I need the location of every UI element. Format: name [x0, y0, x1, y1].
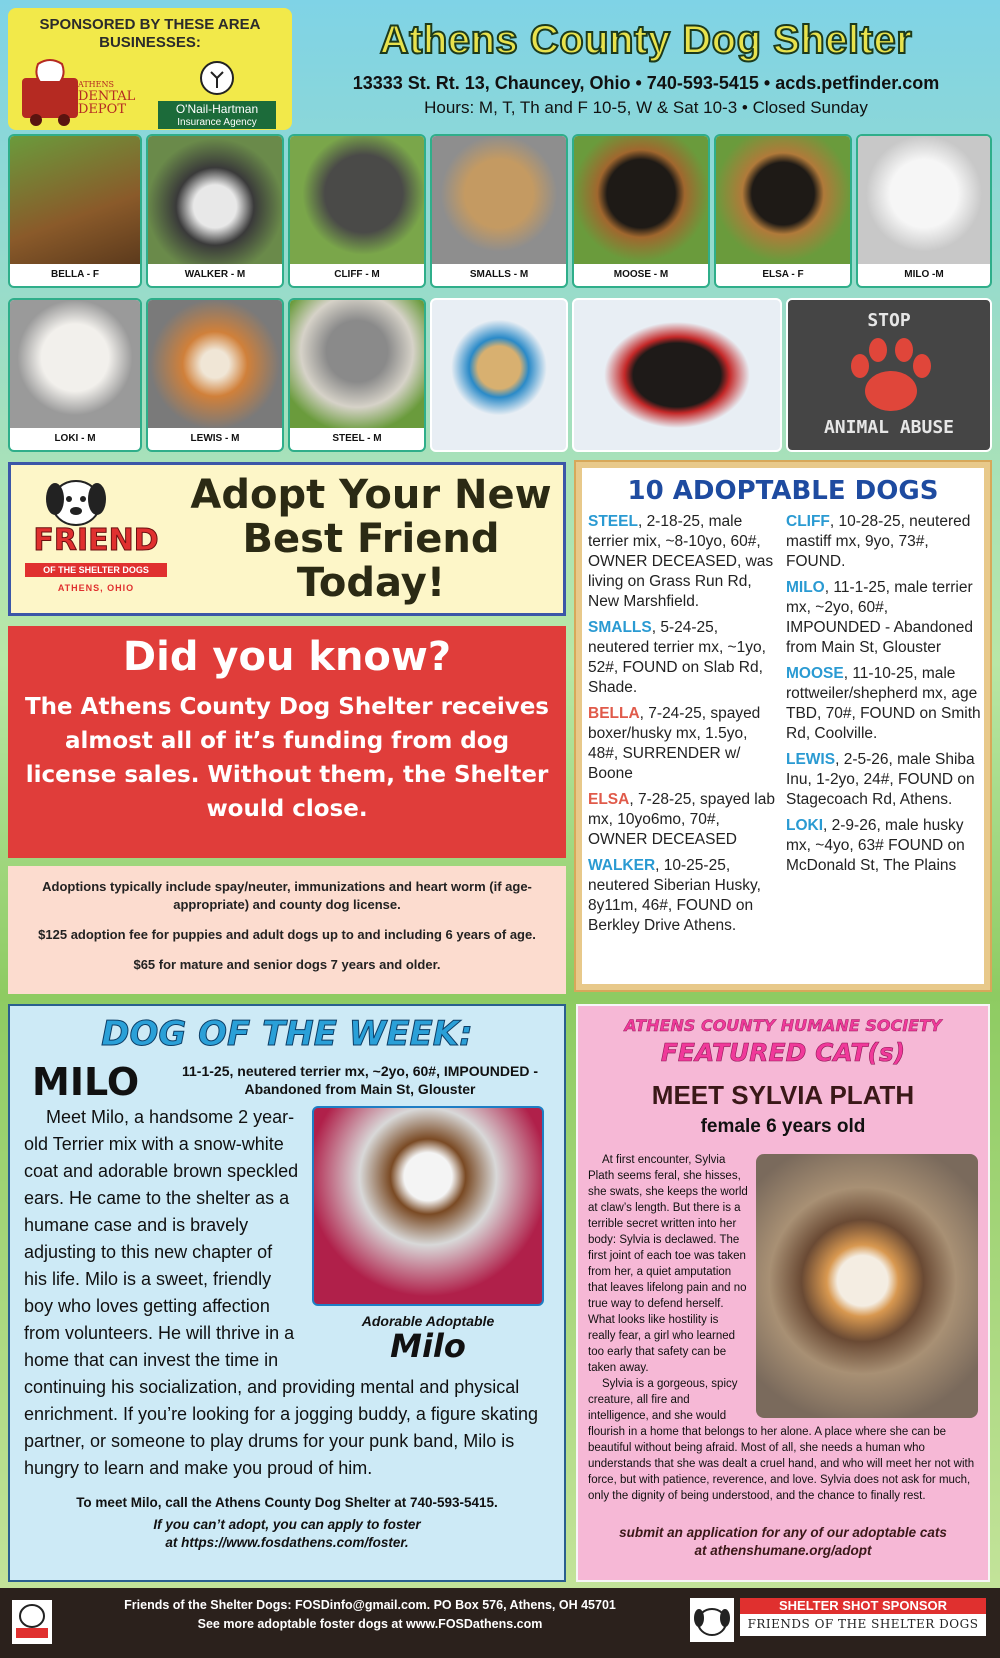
dog-cartoon-icon — [690, 1598, 734, 1642]
shelter-shot-sponsor — [740, 1598, 986, 1636]
dog-entry-name: MILO — [786, 579, 825, 596]
dow-name: MILO — [32, 1060, 140, 1104]
milo-photo — [312, 1106, 544, 1364]
dog-tile-milo — [856, 134, 992, 288]
adoption-fees-box — [8, 866, 566, 994]
dog-entry — [588, 512, 778, 612]
friend-logo-icon — [12, 1600, 52, 1644]
cat-apply: submit an application for any of our adoptable cats — [619, 1525, 947, 1540]
photo-caption-big: Milo — [390, 1327, 466, 1365]
snow-dog-photo-2 — [572, 298, 782, 452]
dog-caption: LOKI - M — [54, 433, 96, 444]
oneil-hartman-logo — [158, 60, 276, 126]
dog-entry-name: CLIFF — [786, 513, 830, 530]
cat-title: MEET SYLVIA PLATH — [651, 1080, 915, 1110]
dog-entry — [786, 664, 982, 744]
dog-entry — [588, 704, 778, 784]
dog-entry-text: , 11-1-25, male terrier mx, ~2yo, 60#, IMPOUNDED - Abandoned from Main St, Glouster — [786, 579, 973, 656]
dog-entry-text: , 7-28-25, spayed lab mx, 10yo6mo, 70#, OWNER DECEASED — [588, 791, 775, 848]
dental-small: ATHENS — [78, 80, 114, 89]
featured-cat — [576, 1004, 990, 1582]
cat-apply-link[interactable]: at athenshumane.org/adopt — [694, 1543, 872, 1558]
adoptable-column-left — [588, 512, 778, 942]
dog-entry-name: WALKER — [588, 857, 656, 874]
cat-org: ATHENS COUNTY HUMANE SOCIETY — [624, 1016, 942, 1035]
dog-caption: CLIFF - M — [334, 269, 380, 280]
friend-word: FRIEND — [33, 523, 159, 558]
sponsor-white-label: FRIENDS OF THE SHELTER DOGS — [747, 1617, 979, 1631]
dow-footer — [10, 1494, 564, 1552]
dog-entry-name: ELSA — [588, 791, 630, 808]
dog-entry — [786, 816, 982, 876]
dog-photo — [432, 136, 566, 264]
dog-entry-name: LEWIS — [786, 751, 836, 768]
friend-band: OF THE SHELTER DOGS — [25, 563, 167, 577]
dog-photo — [290, 136, 424, 264]
dog-caption: BELLA - F — [51, 269, 99, 280]
page-header — [300, 8, 992, 130]
dow-body-wrap — [24, 1104, 564, 1482]
animal-abuse-text: ANIMAL ABUSE — [823, 417, 955, 438]
dog-entry-text: , 10-28-25, neutered mastiff mx, 9yo, 73#, FOUND. — [786, 513, 971, 570]
dog-entry-name: MOOSE — [786, 665, 844, 682]
sponsor-red-label: SHELTER SHOT SPONSOR — [740, 1598, 986, 1614]
dental-big: DENTAL DEPOT — [78, 89, 136, 117]
sponsor-box — [8, 8, 292, 130]
sponsor-title: SPONSORED BY THESE AREA BUSINESSES: — [39, 16, 261, 51]
oneil-name: O'Nail-Hartman — [158, 101, 276, 117]
adoptable-column-right — [786, 512, 982, 882]
dog-caption: MOOSE - M — [613, 269, 669, 280]
footer-contact: Friends of the Shelter Dogs: FOSDinfo@gmail.com. PO Box 576, Athens, OH 45701 — [124, 1598, 616, 1612]
dog-tile-bella — [8, 134, 142, 288]
stop-text: STOP — [867, 310, 911, 331]
dog-entry — [786, 512, 982, 572]
dog-caption: SMALLS - M — [469, 269, 529, 280]
cat-subtitle: female 6 years old — [700, 1116, 866, 1137]
dow-call: To meet Milo, call the Athens County Dog Shelter at 740-593-5415. — [76, 1495, 498, 1510]
dog-photo — [10, 300, 140, 428]
dog-caption: STEEL - M — [332, 433, 382, 444]
dog-entry — [588, 856, 778, 936]
friend-logo — [21, 469, 171, 609]
cat-paragraph-1: At first encounter, Sylvia Plath seems feral, she hisses, she swats, she keeps the world at claw’s length. But there is a terrible secret written into her body: Sylvia is declawed. The first joint of each toe was taken from her, a quiet amputation that leaves lifelong pain and no true way to defend herself. What looks like hostility is really fear, a girl who learned too early that safety can be taken away. — [588, 1154, 748, 1374]
dog-tile-loki — [8, 298, 142, 452]
dog-entry-name: STEEL — [588, 513, 638, 530]
cat-body — [588, 1152, 982, 1504]
dog-tile-steel — [288, 298, 426, 452]
dog-entry — [786, 578, 982, 658]
dog-caption: LEWIS - M — [190, 433, 240, 444]
dog-entry-text: , 5-24-25, neutered terrier mx, ~1yo, 52#, FOUND on Slab Rd, Shade. — [588, 619, 766, 696]
page-title: Athens County Dog Shelter — [379, 18, 913, 62]
dog-photo — [574, 136, 708, 264]
fees-includes: Adoptions typically include spay/neuter, immunizations and heart worm (if age-appropriate) and county dog license. — [42, 879, 532, 912]
shelter-hours: Hours: M, T, Th and F 10-5, W & Sat 10-3 • Closed Sunday — [424, 98, 868, 117]
dog-cartoon-icon — [41, 469, 111, 529]
footer-website[interactable]: See more adoptable foster dogs at www.FOSDathens.com — [197, 1617, 543, 1631]
oneil-sub: Insurance Agency — [158, 117, 276, 129]
adopt-headline: Adopt Your New Best Friend Today! — [190, 472, 552, 606]
dog-tile-cliff — [288, 134, 426, 288]
dog-entry-text: , 2-18-25, male terrier mix, ~8-10yo, 60#, OWNER DECEASED, was living on Grass Run Rd, New Marshfield. — [588, 513, 774, 610]
dog-photo — [10, 136, 140, 264]
dog-tile-moose — [572, 134, 710, 288]
dog-of-the-week — [8, 1004, 566, 1582]
dog-photo — [148, 300, 282, 428]
page-footer — [0, 1588, 1000, 1658]
dow-summary: 11-1-25, neutered terrier mx, ~2yo, 60#, IMPOUNDED - Abandoned from Main St, Glouster — [182, 1063, 538, 1097]
dog-entry-text: , 2-5-26, male Shiba Inu, 1-2yo, 24#, FOUND on Stagecoach Rd, Athens. — [786, 751, 975, 808]
tree-icon — [197, 60, 237, 96]
dog-entry-text: , 10-25-25, neutered Siberian Husky, 8y11m, 46#, FOUND on Berkley Drive Athens. — [588, 857, 761, 934]
milo-photo-image — [312, 1106, 544, 1306]
cat-paragraph-2: Sylvia is a gorgeous, spicy creature, all fire and intelligence, and she would flourish in a home that belongs to her alone. A place where she can be beautiful without being afraid. Most of all, she needs a human who understands that she was dealt a cruel hand, and who will meet her not with force, but with patience, reverence, and love. Sylvia does not ask for much, only the dignity of being understood, and the chance to finally rest. — [588, 1378, 975, 1502]
dog-tile-walker — [146, 134, 284, 288]
dog-photo — [574, 300, 780, 450]
snow-dog-photo — [430, 298, 568, 452]
dog-entry-name: LOKI — [786, 817, 824, 834]
dog-entry-text: , 2-9-26, male husky mx, ~4yo, 63# FOUND on McDonald St, The Plains — [786, 817, 965, 874]
did-you-know-body: The Athens County Dog Shelter receives almost all of it’s funding from dog license sales. Without them, the Shelter would close. — [24, 694, 549, 822]
adoptable-dogs-list — [576, 462, 990, 990]
did-you-know-heading: Did you know? — [122, 634, 452, 680]
cat-photo — [756, 1154, 978, 1418]
dow-foster: If you can’t adopt, you can apply to foster — [153, 1517, 421, 1532]
fees-puppies-adults: $125 adoption fee for puppies and adult dogs up to and including 6 years of age. — [38, 927, 536, 942]
dog-entry-name: BELLA — [588, 705, 640, 722]
dog-photo — [716, 136, 850, 264]
dog-caption: ELSA - F — [762, 269, 804, 280]
dow-foster-link[interactable]: at https://www.fosdathens.com/foster. — [165, 1535, 409, 1550]
footer-text — [100, 1596, 640, 1634]
cat-heading: FEATURED CAT(s) — [660, 1038, 906, 1067]
dog-entry-text: , 7-24-25, spayed boxer/husky mx, 1.5yo, 48#, SURRENDER w/ Boone — [588, 705, 761, 782]
dog-tile-lewis — [146, 298, 284, 452]
adopt-banner — [8, 462, 566, 616]
dog-entry-name: SMALLS — [588, 619, 652, 636]
cat-footer — [578, 1524, 988, 1560]
paw-print-icon — [846, 336, 936, 416]
dow-heading: DOG OF THE WEEK: — [101, 1014, 473, 1054]
stop-animal-abuse-sign — [786, 298, 992, 452]
dog-entry — [786, 750, 982, 810]
dental-depot-logo — [20, 58, 140, 128]
dog-photo — [290, 300, 424, 428]
dog-entry-text: , 11-10-25, male rottweiler/shepherd mx, age TBD, 70#, FOUND on Smith Rd, Coolville. — [786, 665, 981, 742]
dog-tile-elsa — [714, 134, 852, 288]
photo-caption-small: Adorable Adoptable — [361, 1313, 495, 1329]
shelter-address: 13333 St. Rt. 13, Chauncey, Ohio • 740-593-5415 • acds.petfinder.com — [352, 73, 940, 93]
dog-photo — [432, 300, 566, 450]
friend-city: ATHENS, OHIO — [57, 583, 135, 593]
dog-caption: MILO -M — [904, 269, 944, 280]
dog-entry — [588, 618, 778, 698]
dog-caption: WALKER - M — [184, 269, 246, 280]
dog-entry — [588, 790, 778, 850]
adoptable-list-title: 10 ADOPTABLE DOGS — [627, 476, 939, 506]
fees-seniors: $65 for mature and senior dogs 7 years and older. — [133, 957, 441, 972]
did-you-know-box — [8, 626, 566, 858]
dog-tile-smalls — [430, 134, 568, 288]
dog-photo — [148, 136, 282, 264]
dog-photo — [858, 136, 990, 264]
dow-body: Meet Milo, a handsome 2 year-old Terrier mix with a snow-white coat and adorable brown speckled ears. He came to the shelter as a humane case and is bravely adjusting to this new chapter of his life. Milo is a sweet, friendly boy who loves getting affection from volunteers. He will thrive in a home that can invest the time in continuing his socialization, and providing mental and physical enrichment. If you’re looking for a jogging buddy, a figure skating partner, or someone to play drums for your punk band, Milo is hungry to learn and make you proud of him. — [24, 1107, 538, 1478]
